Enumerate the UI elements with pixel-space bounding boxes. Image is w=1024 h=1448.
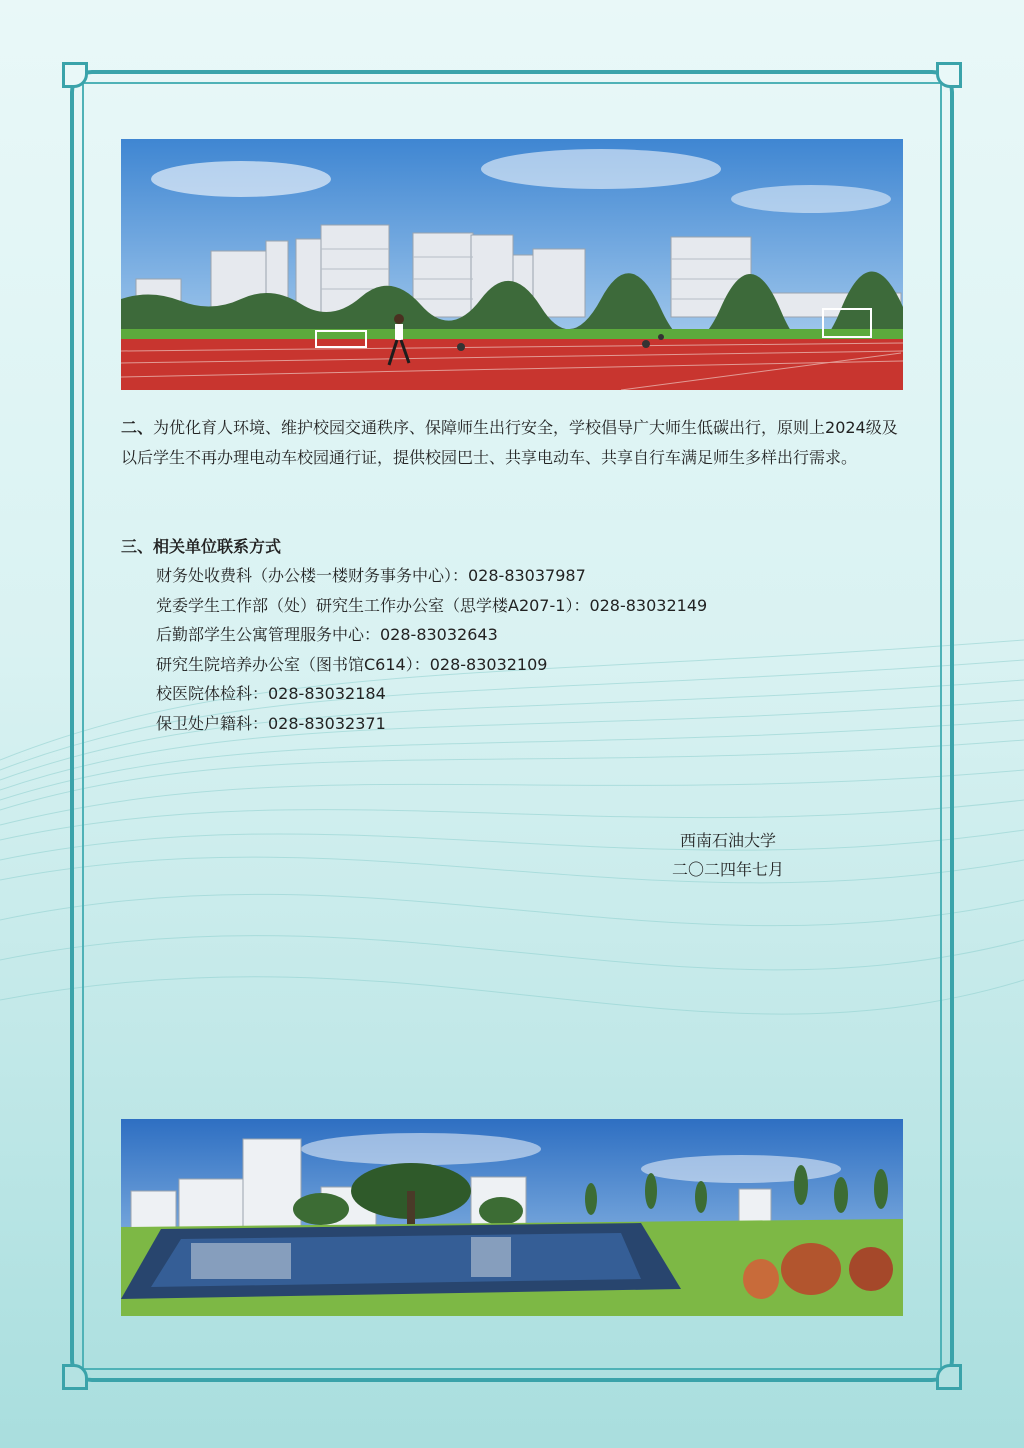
contact-item: 后勤部学生公寓管理服务中心：028-83032643: [156, 625, 498, 644]
section-3-title: 三、相关单位联系方式: [121, 537, 282, 556]
sports-field-photo: [121, 139, 903, 390]
contact-item: 党委学生工作部（处）研究生工作办公室（思学楼A207-1）：028-83032149: [156, 595, 708, 615]
frame-corner: [936, 1364, 962, 1390]
contact-item: 保卫处户籍科：028-83032371: [156, 713, 386, 733]
contact-item: 研究生院培养办公室（图书馆C614）：028-83032109: [156, 654, 548, 674]
frame-corner: [62, 1364, 88, 1390]
contact-item: 财务处收费科（办公楼一楼财务事务中心）：028-83037987: [156, 566, 586, 585]
frame-corner: [936, 62, 962, 88]
section-2-lead: 二、: [121, 418, 154, 437]
signature-date: 二〇二四年七月: [672, 860, 785, 879]
section-2-paragraph: [121, 413, 911, 473]
section-2-text: 为优化育人环境、维护校园交通秩序、保障师生出行安全，学校倡导广大师生低碳出行，原则上2024级及以后学生不再办理电动车校园通行证，提供校园巴士、共享电动车、共享自行车满足师生多样出行需求。: [121, 418, 898, 467]
signature-block: [672, 826, 784, 884]
campus-lake-photo: [121, 1119, 903, 1316]
contact-list: [156, 561, 707, 738]
contact-item: 校医院体检科：028-83032184: [156, 684, 386, 703]
signature-org: 西南石油大学: [680, 831, 777, 850]
